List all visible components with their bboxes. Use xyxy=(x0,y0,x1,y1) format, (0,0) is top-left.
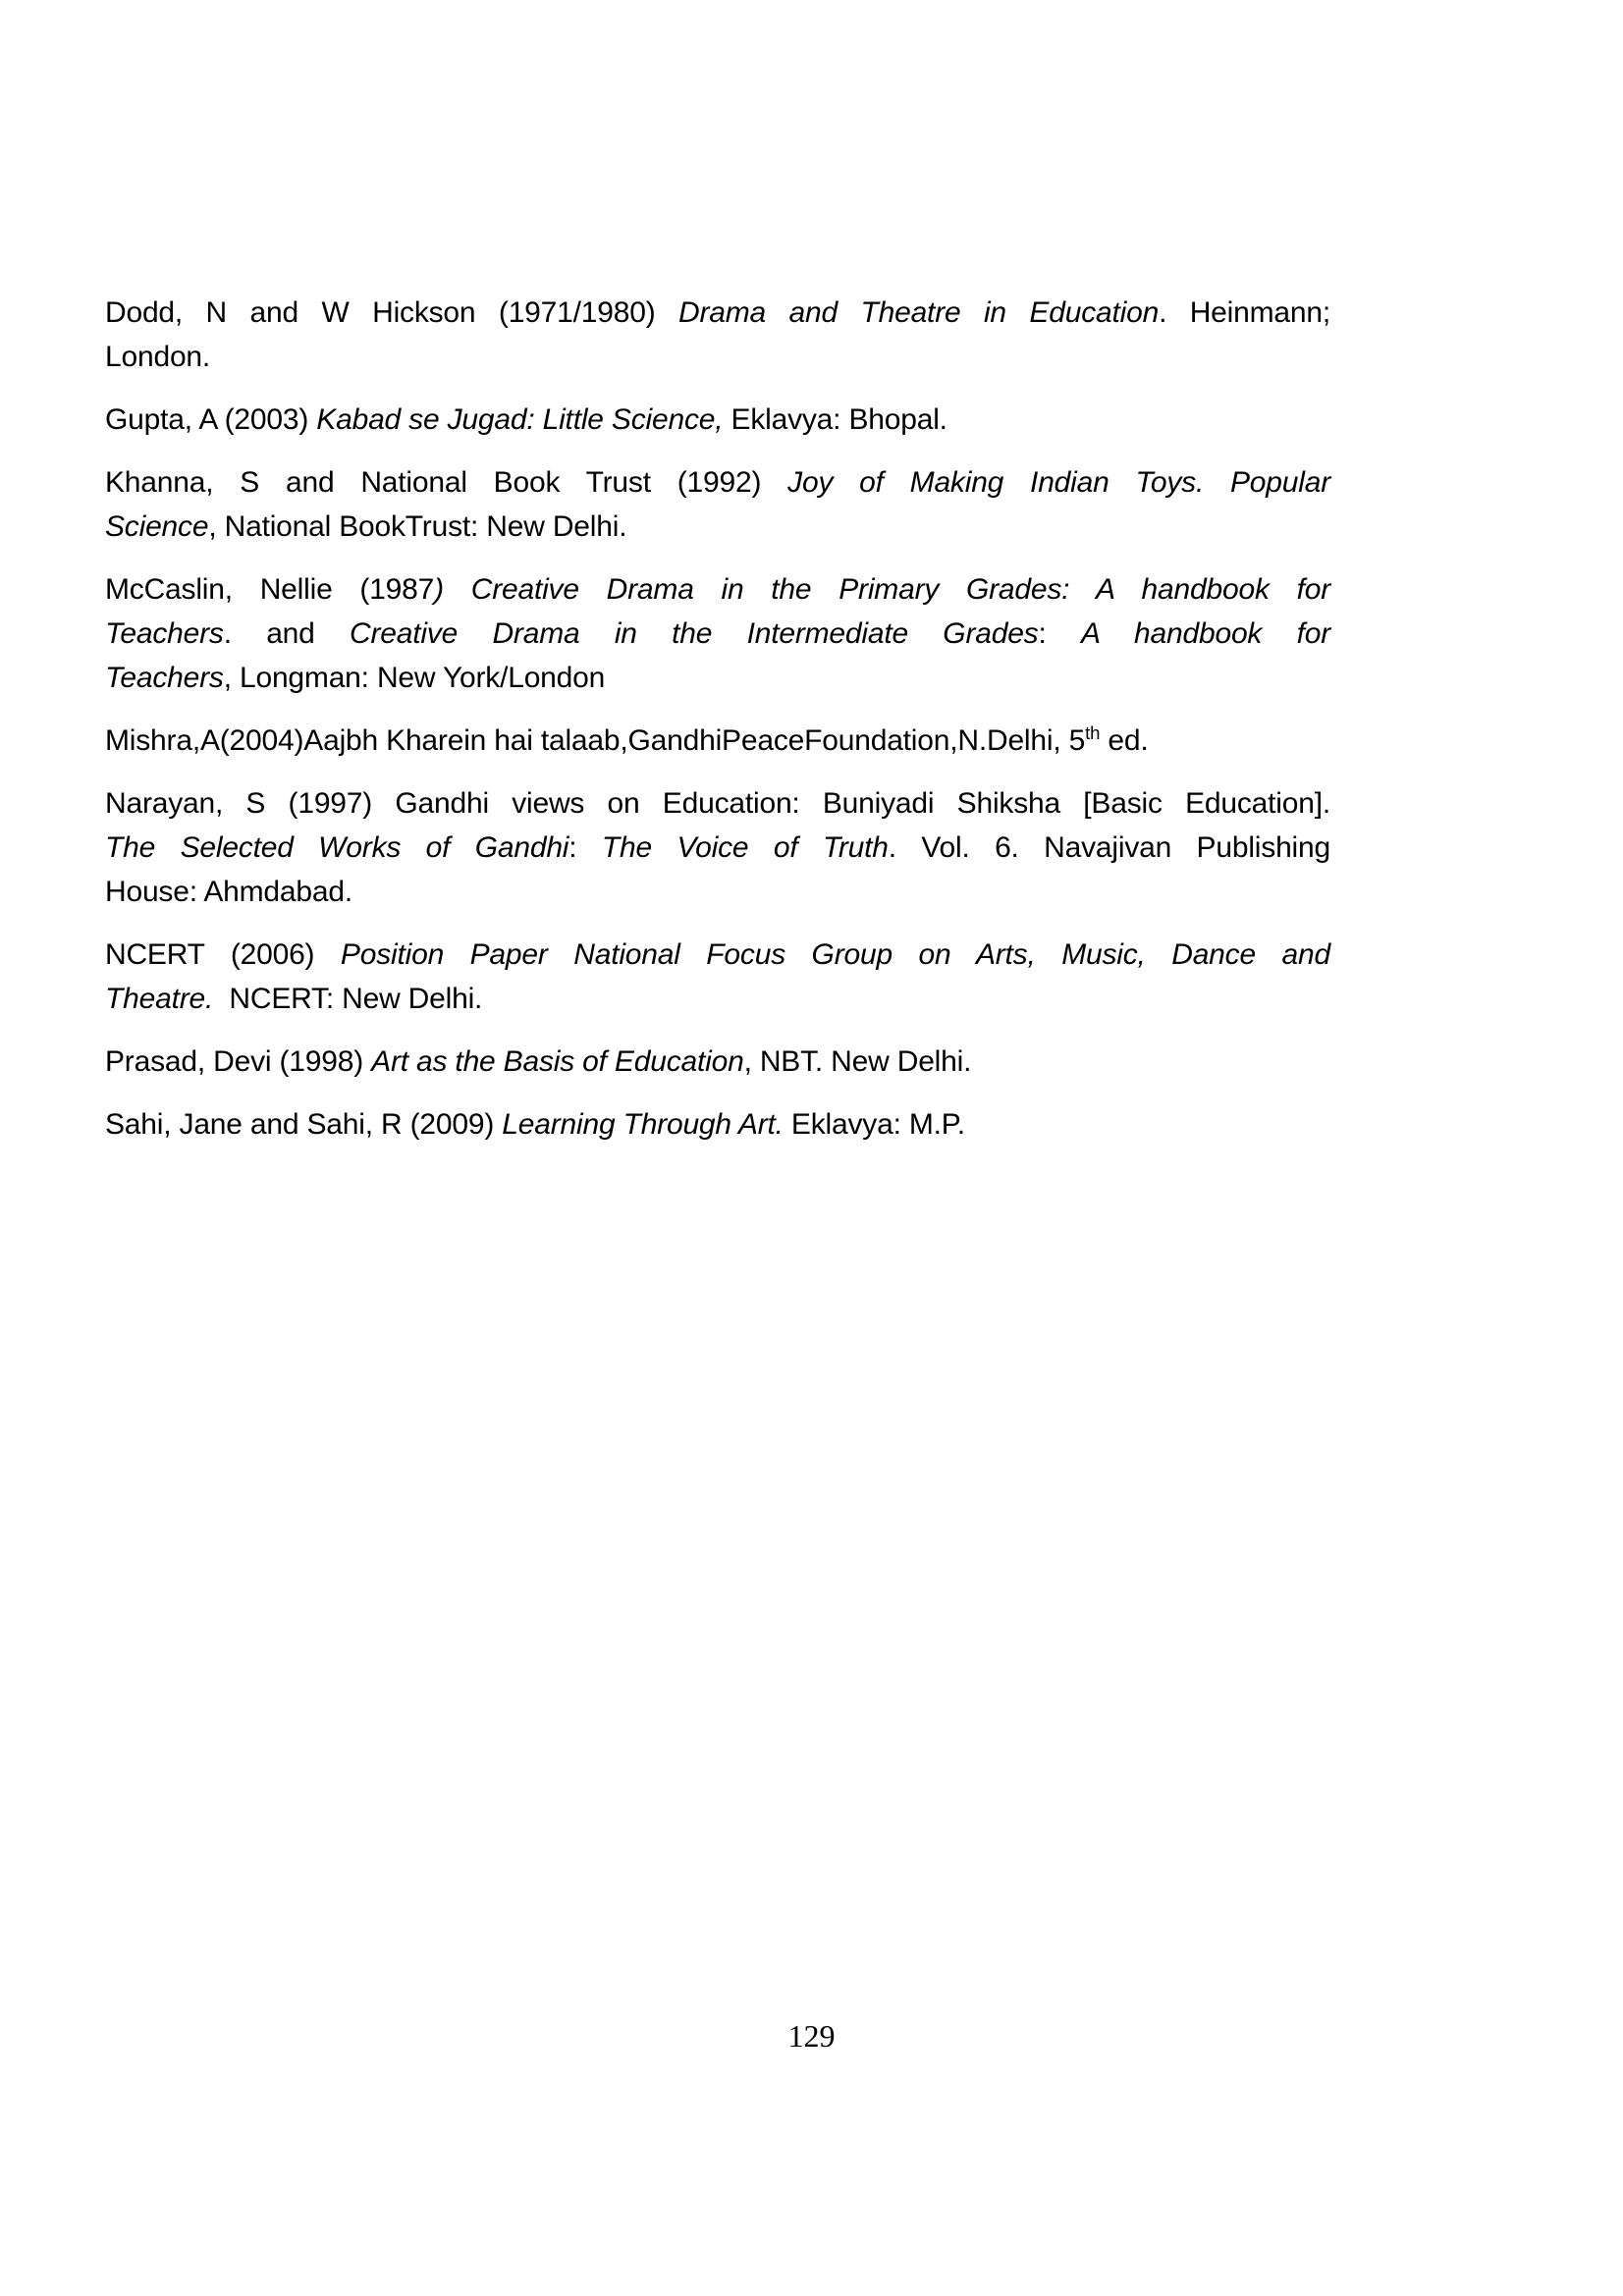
page-number: 129 xyxy=(787,2018,836,2054)
reference-entry xyxy=(105,781,1330,914)
italic-text: The Voice of Truth xyxy=(601,831,889,864)
italic-text: Art as the Basis of Education xyxy=(371,1045,744,1078)
italic-text: Teachers xyxy=(105,662,224,694)
plain-text: Narayan, S (1997) Gandhi views on Education: Buniyadi Shiksha [Basic Education]. xyxy=(105,787,1330,820)
plain-text: . and xyxy=(223,617,350,650)
italic-text: Drama and Theatre in Education xyxy=(678,296,1160,329)
reference-entry xyxy=(105,460,1330,549)
reference-line xyxy=(105,977,1330,1021)
reference-line xyxy=(105,656,1330,700)
reference-entry xyxy=(105,1040,1330,1084)
reference-line xyxy=(105,826,1330,870)
italic-text: Joy of Making Indian Toys. Popular xyxy=(787,466,1330,499)
reference-entry xyxy=(105,719,1330,763)
reference-line xyxy=(105,612,1330,656)
italic-text: Teachers xyxy=(105,617,224,650)
plain-text: Eklavya: M.P. xyxy=(783,1108,965,1141)
reference-line xyxy=(105,870,1330,914)
plain-text: , National BookTrust: New Delhi. xyxy=(208,510,627,543)
plain-text: , Longman: New York/London xyxy=(223,662,606,694)
reference-line xyxy=(105,398,1330,442)
reference-line xyxy=(105,460,1330,505)
reference-line xyxy=(105,933,1330,977)
plain-text: McCaslin, Nellie (1987 xyxy=(105,573,435,606)
plain-text: ed. xyxy=(1100,724,1149,757)
reference-line xyxy=(105,505,1330,549)
plain-text: Dodd, N and W Hickson (1971/1980) xyxy=(105,296,678,329)
reference-line xyxy=(105,291,1330,335)
plain-text: : xyxy=(1038,617,1081,650)
reference-line xyxy=(105,1040,1330,1084)
references-list xyxy=(105,291,1330,1165)
italic-text: Creative Drama in the Intermediate Grades xyxy=(350,617,1039,650)
plain-text: NCERT: New Delhi. xyxy=(213,983,483,1015)
superscript-text: th xyxy=(1085,722,1101,743)
italic-text: Position Paper National Focus Group on Arts, Music, Dance and xyxy=(340,938,1330,971)
plain-text: Eklavya: Bhopal. xyxy=(723,403,947,436)
reference-entry xyxy=(105,398,1330,442)
reference-entry xyxy=(105,933,1330,1021)
plain-text: Khanna, S and National Book Trust (1992) xyxy=(105,466,788,499)
plain-text: . Vol. 6. Navajivan Publishing xyxy=(888,831,1330,864)
plain-text: Sahi, Jane and Sahi, R (2009) xyxy=(105,1108,503,1141)
reference-line xyxy=(105,1102,1330,1147)
plain-text: House: Ahmdabad. xyxy=(105,876,352,908)
reference-entry xyxy=(105,1102,1330,1147)
plain-text: Gupta, A (2003) xyxy=(105,403,317,436)
plain-text: , NBT. New Delhi. xyxy=(743,1045,972,1078)
italic-text: The Selected Works of Gandhi xyxy=(105,831,569,864)
reference-line xyxy=(105,781,1330,826)
reference-line xyxy=(105,719,1330,763)
plain-text: Mishra,A(2004)Aajbh Kharein hai talaab,GandhiPeaceFoundation,N.Delhi, 5 xyxy=(105,724,1086,757)
reference-line xyxy=(105,335,1330,379)
reference-line xyxy=(105,567,1330,612)
plain-text: . Heinmann; xyxy=(1159,296,1330,329)
reference-entry xyxy=(105,567,1330,700)
italic-text: Theatre. xyxy=(105,983,214,1015)
plain-text: London. xyxy=(105,341,211,373)
italic-text: ) Creative Drama in the Primary Grades: A handbook for xyxy=(434,573,1330,606)
italic-text: Learning Through Art. xyxy=(502,1108,784,1141)
italic-text: A handbook for xyxy=(1080,617,1330,650)
italic-text: Kabad se Jugad: Little Science, xyxy=(316,403,724,436)
plain-text: : xyxy=(568,831,602,864)
italic-text: Science xyxy=(105,510,209,543)
plain-text: NCERT (2006) xyxy=(105,938,341,971)
reference-entry xyxy=(105,291,1330,379)
plain-text: Prasad, Devi (1998) xyxy=(105,1045,372,1078)
